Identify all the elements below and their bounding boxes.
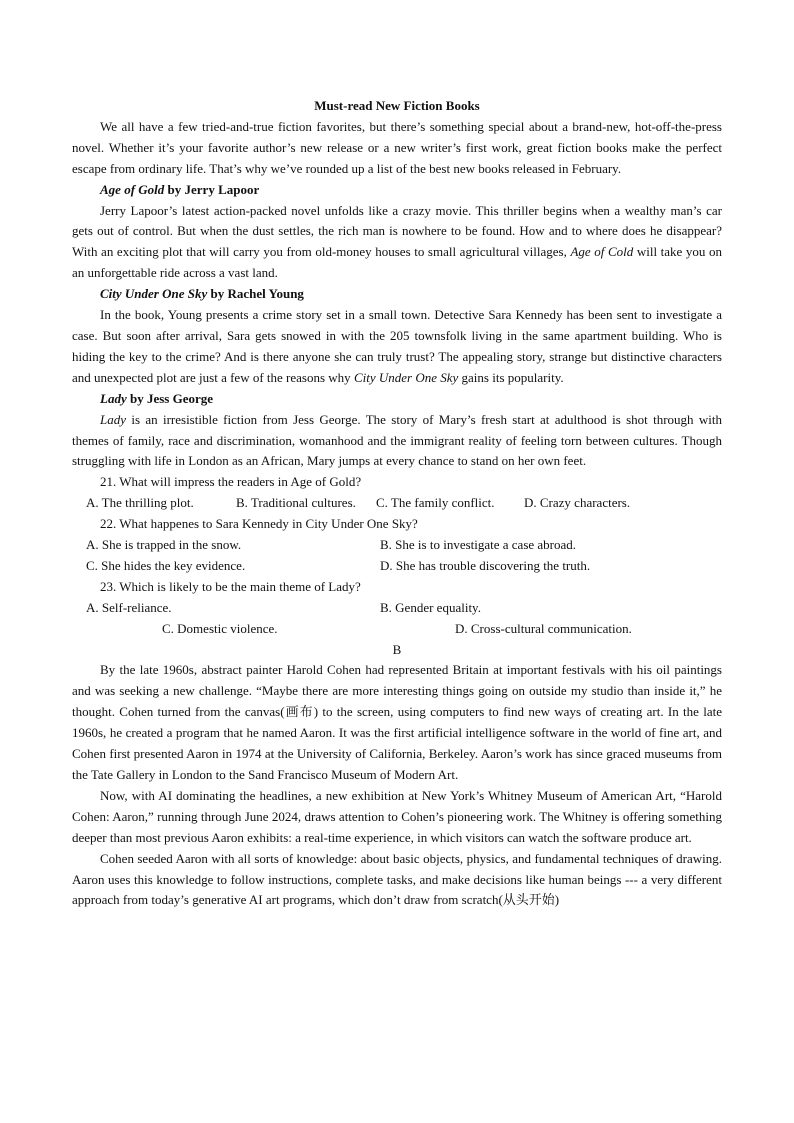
option-c: C. Domestic violence. (162, 620, 278, 636)
question-22-options-row2 (72, 556, 722, 577)
section-b-paragraph-3: Cohen seeded Aaron with all sorts of knowledge: about basic objects, physics, and fundamental techniques of drawing. Aaron uses this knowledge to follow instructions, complete tasks, and make decisions like human beings --- a very different approach from today’s generative AI art programs, which don’t draw from scratch(从头开始) (72, 850, 722, 908)
book-title: Age of Gold (100, 181, 165, 197)
question-23: 23. Which is likely to be the main theme of Lady? (100, 578, 361, 594)
document-page (72, 96, 722, 911)
section-b-paragraph-2: Now, with AI dominating the headlines, a new exhibition at New York’s Whitney Museum of American Art, “Harold Cohen: Aaron,” running through June 2024, draws attention to Cohen’s pioneering work. The Whitney is offering something deeper than most previous Aaron exhibits: a real-time experience, in which visitors can watch the software produce art. (72, 787, 722, 845)
question-22: 22. What happenes to Sara Kennedy in City Under One Sky? (100, 516, 418, 532)
book-heading-age-of-gold (72, 180, 722, 201)
option-a: A. She is trapped in the snow. (86, 537, 242, 553)
book-heading-city-under-one-sky (72, 284, 722, 305)
page-title: Must-read New Fiction Books (314, 98, 480, 113)
section-b-label: B (392, 641, 402, 657)
option-d: D. Cross-cultural communication. (455, 620, 632, 636)
book-byline: by Jerry Lapoor (164, 181, 260, 197)
book-title: Lady (100, 390, 127, 406)
intro-paragraph: We all have a few tried-and-true fiction favorites, but there’s something special about a brand-new, hot-off-the-press novel. Whether it’s your favorite author’s new release or a new writer’s first work, great fiction books make the perfect escape from ordinary life. That’s why we’ve rounded up a list of the best new books released in February. (72, 118, 722, 176)
book-byline: by Jess George (126, 390, 214, 406)
question-23-options-row2 (72, 619, 722, 640)
section-b-paragraph-1: By the late 1960s, abstract painter Harold Cohen had represented Britain at important festivals with his oil paintings and was seeking a new challenge. “Maybe there are more interesting things going on outside my studio than inside it,” he thought. Cohen turned from the canvas(画布) to the screen, using computers to find new ways of creating art. In the late 1960s, he created a program that he named Aaron. It was the first artificial intelligence software in the world of fine art, and Cohen first presented Aaron in 1974 at the University of California, Berkeley. Aaron’s work has since graced museums from the Tate Gallery in London to the Sand Francisco Museum of Modern Art. (72, 662, 722, 782)
book-heading-lady (72, 389, 722, 410)
book-description-city-under-one-sky: In the book, Young presents a crime story set in a small town. Detective Sara Kennedy has been sent to investigate a case. But soon after arrival, Sara gets snowed in with the 205 townsfolk living in the same apartment building. Who is hiding the key to the crime? And is there anyone she can truly trust? The appealing story, strange but distinctive characters and unexpected plot are just a few of the reasons why City Under One Sky gains its popularity. (72, 307, 722, 385)
option-d: D. She has trouble discovering the truth. (380, 557, 591, 573)
book-description-age-of-gold: Jerry Lapoor’s latest action-packed novel unfolds like a crazy movie. This thriller begins when a wealthy man’s car gets out of control. But when the dust settles, the rich man is nowhere to be found. How and to where does he disappear? With an exciting plot that will carry you from old-money houses to small agricultural villages, Age of Cold will take you on an unforgettable ride across a vast land. (72, 202, 722, 281)
option-c: C. She hides the key evidence. (86, 557, 246, 573)
option-b: B. Traditional cultures. (236, 495, 356, 511)
question-22-options-row1 (72, 535, 722, 556)
option-c: C. The family conflict. (376, 495, 495, 511)
book-description-lady: Lady is an irresistible fiction from Jess George. The story of Mary’s fresh start at adulthood is shot through with themes of family, race and discrimination, womanhood and the immigrant reality of feeling torn between cultures. Though struggling with life in London as an African, Mary jumps at every chance to stand on her own feet. (72, 411, 722, 469)
option-d: D. Crazy characters. (524, 495, 631, 511)
option-b: B. She is to investigate a case abroad. (380, 537, 577, 553)
book-byline: by Rachel Young (207, 286, 304, 302)
question-21: 21. What will impress the readers in Age of Gold? (100, 474, 362, 490)
option-a: A. Self-reliance. (86, 599, 172, 615)
question-21-options (72, 493, 722, 514)
question-23-options-row1 (72, 598, 722, 619)
book-title: City Under One Sky (100, 286, 208, 302)
option-a: A. The thrilling plot. (86, 495, 194, 511)
option-b: B. Gender equality. (380, 599, 481, 615)
